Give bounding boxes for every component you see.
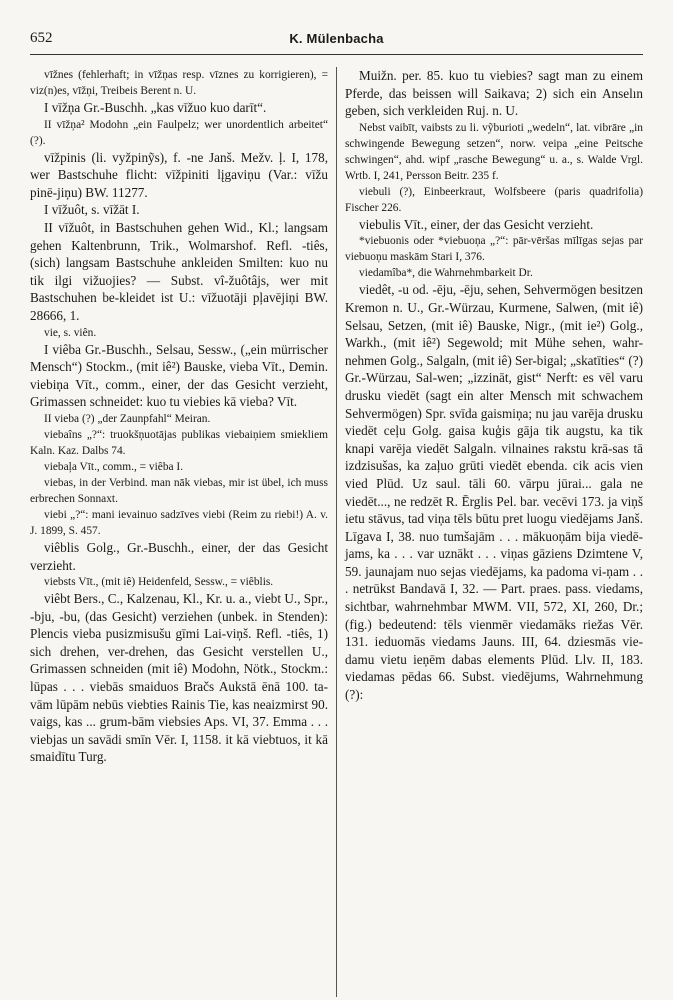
dictionary-entry: vīžnes (fehlerhaft; in vīžņas resp. vīznes zu korrigieren), = viz(n)es, vīžņi, Treibeis Berent n. U. xyxy=(30,69,328,97)
dictionary-entry: II vīžņa² Modohn „ein Faulpelz; wer unordentlich arbeitet“ (?). xyxy=(30,118,328,147)
dictionary-entry: viebas, in der Verbind. man nāk viebas, mir ist übel, ich muss erbrechen Sonnaxt. xyxy=(30,476,328,505)
dictionary-entry: viebsts Vīt., (mit iê) Heidenfeld, Sessw., = viêblis. xyxy=(44,576,274,589)
dictionary-entry: viedamîba*, die Wahrnehmbarkeit Dr. xyxy=(359,267,533,280)
dictionary-entry: viebuli (?), Einbeerkraut, Wolfsbeere (paris quadrifolia) Fischer 226. xyxy=(345,185,643,214)
dictionary-entry: vie, s. viên. xyxy=(44,326,97,339)
running-title: K. Mülenbacha xyxy=(289,31,384,46)
dictionary-entry: vīžpinis (li. vyžpinỹs), f. -ne Janš. Mežv. ļ. I, 178, wer Bastschuhe flicht: vīžpiniti lįgaviņu (Var.: vīžu pinē-jiņu) BW. 11277. xyxy=(30,149,328,200)
dictionary-entry: Muižn. per. 85. kuo tu viebies? sagt man zu einem Pferde, das beissen will Saikava; 2) sich ein Anselın geben, sich verkleiden Ruj. n. U. xyxy=(345,68,643,119)
dictionary-entry: viebaļa Vīt., comm., = viêba I. xyxy=(44,460,184,473)
dictionary-entry: I vīžuôt, s. vīžāt I. xyxy=(44,202,140,218)
dictionary-entry: I vīžņa Gr.-Buschh. „kas vīžuo kuo darīt“. xyxy=(44,100,267,115)
dictionary-entry: Nebst vaibīt, vaibsts zu li. vỹburioti „wedeln“, lat. vibrāre „in schwingende Bewegung setzen“, norw. veipa „eine Peitsche schwingen“, ahd. wipf „rasche Bewegung“ u. a., s. Walde Vrgl. Wrtb. I, 241, Persson Beitr. 235 f. xyxy=(345,121,643,182)
page-number: 652 xyxy=(30,30,53,46)
dictionary-entry: viebaîns „?“: truokšņuotājas publikas viebaiņiem smiekliem Kaln. Kaz. Dalbs 74. xyxy=(30,428,328,457)
page-header xyxy=(30,28,643,55)
text-columns xyxy=(30,67,643,997)
right-column xyxy=(336,67,643,997)
left-column xyxy=(30,67,336,997)
dictionary-entry: II vieba (?) „der Zaunpfahl“ Meiran. xyxy=(44,412,211,425)
dictionary-entry: viêblis Golg., Gr.-Buschh., einer, der das Gesicht verzieht. xyxy=(30,539,328,573)
dictionary-entry: viebulis Vīt., einer, der das Gesicht verzieht. xyxy=(359,216,594,232)
dictionary-entry: II vīžuôt, in Bastschuhen gehen Wid., Kl.; langsam gehen Kaltenbrunn, Trik., Wolmarshof. Refl. -tiês, (sich) langsam Bastschuhe ankleiden Smilten: kuo nu tik ilgi vižuojies? — Subst. vî-žuôtâjs, wer mit Bastschuhen be-kleidet ist U.: vīžuotāji pļavējiņi BW. 28666, 1. xyxy=(30,219,328,323)
dictionary-entry: viebi „?“: mani ievainuo sadzīves viebi (Reim zu riebi!) A. v. J. 1899, S. 457. xyxy=(30,508,328,537)
dictionary-entry: *viebuonis oder *viebuoņa „?“: pār-vēršas mīlīgas sejas par viebuoņu maskām Stari I, 376. xyxy=(345,235,643,264)
dictionary-entry: viêbt Bers., C., Kalzenau, Kl., Kr. u. a., viebt U., Spr., -bju, -bu, (das Gesicht) verziehen (unbek. in Stenden): Plencis vieba pusizmisušu gīmi Lai-viņš. Refl. -tiês, 1) sich drehen, ver-drehen, das Gesicht verstellen U., Grimassen schneiden (mit iê) Modohn, Nötk., Stockm.: lūpas . . . viebās smaiduos Bračs Aukstā ēnā 100. ta-vām lūpām nebūs viebties Rainis Tie, kas neaizmirst 90. vaigs, kas ... grum-bām viebsies Aps. VI, 37. Emma . . . viebjas un savādi smīn Vēr. I, 1158. it kā viebtuos, it kā smaidītu Turg. xyxy=(30,591,328,765)
dictionary-entry: viedêt, -u od. -ēju, -ēju, sehen, Sehvermögen besitzen Kremon n. U., Gr.-Würzau, Kurmene, Salwen, (mit iê) Selsau, Setzen, (mit iê) Bauske, Nigr., (mit ie²) Golg., Warkh., (mit iê²) Segewold; mit Mühe sehen, wahr-nehmen Golg., Salgaln, (mit iê) Ser-bigal; „skatīties“ (?) Gr.-Würzau, Sal-wen; „izzināt, gist“ Nerft: es vēl varu drusku viedēt (sagt ein alter Mensch mit schwachem Sehvermögen) Spr. svīda gaismiņa; nu jau varēja drusku viedēt ceļu Golg. gaisa kuģis gāja tik augstu, ka tik knapi varēja viedēt Salgaln. vilnaines rakstu krā-sas tā izdzisušas, ka zaļuo grūti viedēt ebenda. cik acis vien vied Plūd. Uz saul. tāli 60. vārpu jūrai... gala ne viedēt..., ne redzēt R. Ērglis Pel. bar. vecēvi 173. ja viņš ietu stāvus, tad viņa tēls būtu pret luogu viedējams Janš. Līgava I, 38. nuo tumšajām . . . mākuoņām bija viedē-jams, ka . . . var uznākt . . . viņas gāziens Dzimtene V, 59. jaunajam nuo sejas viedējams, ka padoma vi-ņam . . . netrūkst Bandavā I, 32. — Part. praes. pass. viedams, sichtbar, wahrnehmbar MWM. VII, 572, XI, 260, Dr.; (fig.) bedeutend: tēls vienmēr viedamāks riežas Vēr. 131. ieduomās viedams Jauns. III, 64. dziesmās vie-damu vietu ieņēm dabas elements Plūd. Llv. II, 183. viedamas pēdas 66. Subst. viedējums, Wahrnehmung (?): xyxy=(345,282,643,703)
dictionary-entry: I viêba Gr.-Buschh., Selsau, Sessw., („ein mürrischer Mensch“) Stockm., (mit iê²) Bauske, vieba Vīt., Demin. viebiņa Vīt., comm., einer, der das Gesicht verzieht, Grimassen schneidet: kuo tu viebies kā vieba? Vīt. xyxy=(30,341,328,410)
